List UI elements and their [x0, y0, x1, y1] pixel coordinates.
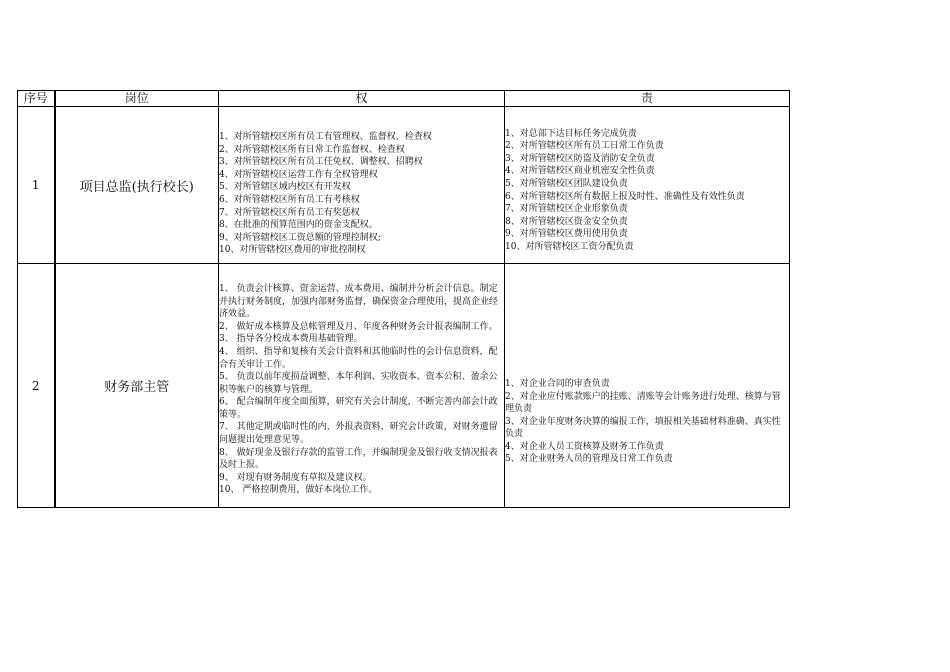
header-position: 岗位	[55, 91, 219, 107]
duties-item: 2、对企业应付账款账户的挂账、清账等会计账务进行处理、核算与管理负责	[505, 391, 781, 415]
row-number: 1	[18, 107, 55, 264]
duties-cell	[505, 107, 790, 264]
duties-item: 10、对所管辖校区工资分配负责	[505, 241, 634, 252]
header-row	[18, 91, 790, 107]
rights-item: 5、 负责以前年度损益调整、本年利润、实收资本、资本公积、盈余公积等帐户的核算与管理。	[219, 372, 498, 395]
duties-item: 4、对企业人员工资核算及财务工作负责	[505, 441, 664, 452]
rights-item: 7、 其他定期或临时性的内、外报表资料，研究会计政策，对财务遗留问题提出处理意见等。	[219, 422, 498, 446]
rights-item: 9、 对现有财务制度有草拟及建议权。	[219, 472, 372, 483]
rights-item: 2、对所管辖校区所有日常工作监督权、检查权	[219, 144, 405, 155]
duties-item: 4、对所管辖校区商业机密安全性负责	[505, 166, 655, 177]
rights-item: 6、对所管辖校区所有员工有考核权	[219, 195, 360, 205]
rights-cell	[219, 264, 505, 508]
rights-item: 7、对所管辖校区所有员工有奖惩权	[219, 207, 360, 218]
duties-item: 5、对所管辖校区团队建设负责	[505, 178, 628, 189]
duties-item: 7、对所管辖校区企业形象负责	[505, 204, 628, 215]
rights-item: 5、对所管辖区域内校区有开发权	[219, 182, 351, 193]
rights-item: 10、对所管辖校区费用的审批控制权	[219, 245, 366, 256]
rights-item: 3、 指导各分校成本费用基础管理。	[219, 334, 363, 345]
rights-item: 1、 负责会计核算、资金运营、成本费用、编制并分析会计信息。制定并执行财务制度，加强内部财务监督，确保资金合理使用，提高企业经济效益。	[219, 283, 499, 320]
header-duties: 责	[505, 91, 790, 107]
table-row	[18, 107, 790, 264]
duties-item: 9、对所管辖校区费用使用负责	[505, 229, 628, 240]
duties-item: 2、对所管辖校区所有员工日常工作负责	[505, 141, 664, 152]
duties-item: 8、对所管辖校区资金安全负责	[505, 216, 628, 227]
rights-item: 3、对所管辖校区所有员工任免权、调整权、招聘权	[219, 157, 423, 168]
duties-item: 3、对所管辖校区防盗及消防安全负责	[505, 153, 655, 164]
rights-item: 10、 严格控制费用，做好本岗位工作。	[219, 485, 378, 496]
rights-item: 2、 做好成本核算及总帐管理及月、年度各种财务会计报表编制工作。	[219, 321, 498, 332]
duties-cell	[505, 264, 790, 508]
rights-item: 4、 组织、指导和复核有关会计资料和其他临时性的会计信息资料，配合有关审计工作。	[219, 346, 498, 370]
header-rights: 权	[219, 91, 505, 107]
duties-item: 3、对企业年度财务决算的编报工作，填报相关基础材料准确、真实性负责	[505, 416, 781, 440]
duties-item: 5、对企业财务人员的管理及日常工作负责	[505, 454, 673, 465]
rights-item: 8、在批准的预算范围内的资金支配权。	[219, 220, 378, 231]
rights-item: 1、对所管辖校区所有员工有管理权、监督权、检查权	[219, 132, 432, 143]
header-no: 序号	[18, 91, 55, 107]
responsibility-table	[17, 90, 790, 508]
rights-cell	[219, 107, 505, 264]
position-name: 项目总监(执行校长)	[55, 107, 219, 264]
rights-item: 6、 配合编制年度全面预算，研究有关会计制度，不断完善内部会计政策等。	[219, 397, 498, 420]
duties-item: 1、对企业合同的审查负责	[505, 378, 610, 389]
table-row	[18, 264, 790, 508]
rights-item: 4、对所管辖校区运营工作有全权管理权	[219, 169, 378, 180]
duties-item: 1、对总部下达目标任务完成负责	[505, 128, 637, 139]
rights-item: 9、对所管辖校区工资总额的管理控制权;	[219, 232, 381, 243]
duties-item: 6、对所管辖校区所有数据上报及时性、准确性及有效性负责	[505, 191, 745, 202]
row-number: 2	[18, 264, 55, 508]
rights-item: 8、 做好现金及银行存款的监管工作，并编制现金及银行收支情况报表及时上报。	[219, 447, 498, 471]
position-name: 财务部主管	[55, 264, 219, 508]
